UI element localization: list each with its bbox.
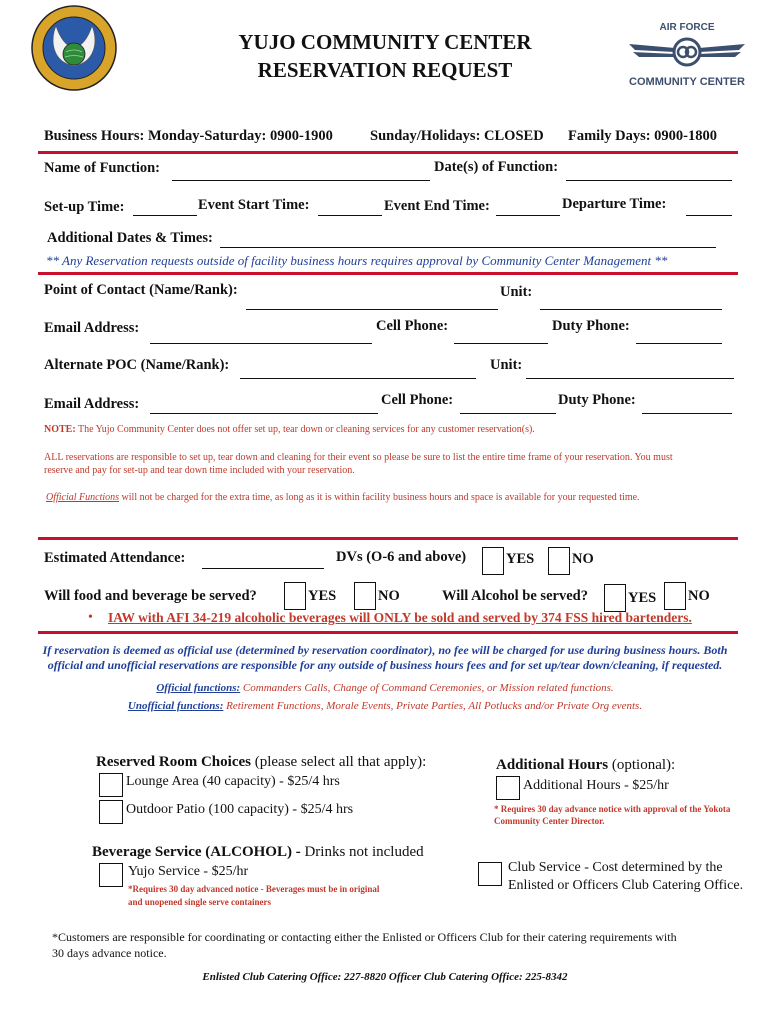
official-functions-note: [46, 492, 640, 503]
dvs-yes-checkbox[interactable]: [482, 547, 504, 575]
departure-time-label: Departure Time:: [562, 196, 667, 212]
official-functions-text: will not be charged for the extra time, as long as it is within facility business hours and space is available for your requested time.: [119, 492, 640, 503]
duty-phone-2-label: Duty Phone:: [558, 392, 636, 408]
setup-time-label: Set-up Time:: [44, 199, 125, 215]
logo-community-center-text: COMMUNITY CENTER: [629, 76, 745, 88]
beverage-service-heading: [92, 844, 424, 861]
email-2-label: Email Address:: [44, 396, 140, 412]
alcohol-question-label: Will Alcohol be served?: [442, 588, 588, 604]
lounge-option-label: Lounge Area (40 capacity) - $25/4 hrs: [126, 774, 340, 789]
additional-hours-heading-bold: Additional Hours: [496, 757, 609, 773]
customers-note-line-2: 30 days advance notice.: [52, 946, 167, 960]
email-label: Email Address:: [44, 320, 140, 336]
official-functions-examples-label: Official functions:: [156, 682, 241, 694]
club-service-line-1: Club Service - Cost determined by the: [508, 860, 723, 875]
unit-2-field[interactable]: [526, 378, 734, 379]
divider-red-1: [38, 151, 738, 154]
setup-time-field[interactable]: [133, 215, 197, 216]
logo-air-force-text: AIR FORCE: [659, 22, 715, 33]
alcohol-no-checkbox[interactable]: [664, 582, 686, 610]
food-yes-checkbox[interactable]: [284, 582, 306, 610]
duty-phone-2-field[interactable]: [642, 413, 732, 414]
air-force-community-center-logo: [622, 22, 752, 94]
title-line-2: RESERVATION REQUEST: [257, 58, 513, 82]
reserved-room-heading: [96, 754, 426, 771]
sunday-hours: Sunday/Holidays: CLOSED: [370, 128, 544, 144]
duty-phone-field[interactable]: [636, 343, 722, 344]
dvs-no-label: NO: [572, 551, 594, 567]
note-line: [44, 424, 535, 435]
cell-phone-2-label: Cell Phone:: [381, 392, 454, 408]
additional-dates-field[interactable]: [220, 247, 716, 248]
email-field[interactable]: [150, 343, 372, 344]
estimated-attendance-field[interactable]: [202, 568, 324, 569]
note-text: The Yujo Community Center does not offer set up, tear down or cleaning services for any customer reservation(s).: [75, 424, 535, 435]
additional-hours-heading-rest: (optional):: [608, 757, 676, 773]
food-yes-label: YES: [308, 588, 337, 604]
unit-label: Unit:: [500, 284, 533, 300]
additional-hours-option-label: Additional Hours - $25/hr: [523, 778, 669, 793]
divider-red-2: [38, 272, 738, 275]
estimated-attendance-label: [44, 550, 185, 567]
alternate-poc-label: Alternate POC (Name/Rank):: [44, 357, 230, 373]
note-label: NOTE:: [44, 424, 76, 435]
all-reservations-line-1: ALL reservations are responsible to set up, tear down and cleaning for their event so please be sure to list the entire time frame of your reservation. You must: [44, 452, 673, 463]
food-no-checkbox[interactable]: [354, 582, 376, 610]
reserved-room-heading-rest: (please select all that apply):: [250, 754, 427, 770]
cell-phone-label: Cell Phone:: [376, 318, 449, 334]
event-end-time-field[interactable]: [496, 215, 560, 216]
dvs-yes-label: YES: [506, 551, 535, 567]
cell-phone-2-field[interactable]: [460, 413, 556, 414]
unit-field[interactable]: [540, 309, 722, 310]
patio-checkbox[interactable]: [99, 800, 123, 824]
name-of-function-label: Name of Function:: [44, 160, 160, 176]
official-functions-examples-text: Commanders Calls, Change of Command Ceremonies, or Mission related functions.: [240, 682, 614, 694]
dvs-label: DVs (O-6 and above): [336, 549, 467, 565]
official-functions-label: Official Functions: [46, 492, 120, 503]
event-end-time-label: Event End Time:: [384, 198, 490, 214]
cell-phone-field[interactable]: [454, 343, 548, 344]
patio-option-label: Outdoor Patio (100 capacity) - $25/4 hrs: [126, 802, 354, 817]
catering-offices: Enlisted Club Catering Office: 227-8820 Officer Club Catering Office: 225-8342: [202, 971, 568, 983]
additional-hours-note-2: Community Center Director.: [494, 816, 605, 826]
unofficial-functions-examples-text: Retirement Functions, Morale Events, Private Parties, All Potlucks and/or Private Org events.: [223, 700, 643, 712]
event-start-time-field[interactable]: [318, 215, 382, 216]
beverage-service-heading-bold: Beverage Service (ALCOHOL) -: [92, 844, 301, 860]
dates-of-function-label: Date(s) of Function:: [434, 159, 559, 175]
club-service-checkbox[interactable]: [478, 862, 502, 886]
additional-hours-heading: [496, 757, 675, 774]
dates-of-function-field[interactable]: [566, 180, 732, 181]
alcohol-yes-label: YES: [628, 590, 657, 606]
yujo-service-option-label: Yujo Service - $25/hr: [128, 864, 249, 879]
bullet-icon: •: [88, 610, 93, 625]
name-of-function-field[interactable]: [172, 180, 430, 181]
title-line-1: YUJO COMMUNITY CENTER: [238, 30, 532, 54]
beverage-note-1: *Requires 30 day advanced notice - Beverages must be in original: [128, 884, 380, 894]
additional-hours-note-1: * Requires 30 day advance notice with approval of the Yokota: [494, 804, 731, 814]
beverage-service-heading-rest: Drinks not included: [300, 844, 424, 860]
duty-phone-label: Duty Phone:: [552, 318, 630, 334]
reserved-room-heading-bold: Reserved Room Choices: [96, 754, 251, 770]
business-hours: Business Hours: Monday-Saturday: 0900-1900: [44, 128, 333, 144]
official-use-line-2: official and unofficial reservations are responsible for any outside of business hours fees and for set up/tear down/cleaning, if requested.: [47, 658, 723, 672]
event-start-time-label: Event Start Time:: [198, 197, 310, 213]
alternate-poc-field[interactable]: [240, 378, 476, 379]
divider-red-4: [38, 631, 738, 634]
unofficial-functions-examples: [0, 700, 770, 712]
official-functions-examples: [0, 682, 770, 694]
estimated-attendance-text: Estimated Attendance:: [44, 550, 186, 566]
alcohol-no-label: NO: [688, 588, 710, 604]
bartenders-note: IAW with AFI 34-219 alcoholic beverages will ONLY be sold and served by 374 FSS hired bartenders.: [108, 610, 692, 625]
alcohol-yes-checkbox[interactable]: [604, 584, 626, 612]
unit-2-label: Unit:: [490, 357, 523, 373]
lounge-checkbox[interactable]: [99, 773, 123, 797]
additional-hours-checkbox[interactable]: [496, 776, 520, 800]
food-question-label: Will food and beverage be served?: [44, 588, 257, 604]
all-reservations-line-2: reserve and pay for set-up and tear down time included with your reservation.: [44, 465, 355, 476]
approval-note: ** Any Reservation requests outside of facility business hours requires approval by Community Center Management **: [46, 253, 668, 268]
logo-wings-icon: [627, 34, 747, 70]
official-use-line-1: If reservation is deemed as official use (determined by reservation coordinator), no fee will be charged for use during business hours. Both: [42, 643, 728, 657]
departure-time-field[interactable]: [686, 215, 732, 216]
divider-red-3: [38, 537, 738, 540]
family-days-hours: Family Days: 0900-1800: [568, 128, 718, 144]
unofficial-functions-examples-label: Unofficial functions:: [127, 700, 224, 712]
food-no-label: NO: [378, 588, 400, 604]
beverage-note-2: and unopened single serve containers: [128, 897, 272, 907]
email-2-field[interactable]: [150, 413, 378, 414]
yujo-service-checkbox[interactable]: [99, 863, 123, 887]
poc-label: Point of Contact (Name/Rank):: [44, 282, 238, 298]
dvs-no-checkbox[interactable]: [548, 547, 570, 575]
customers-note-line-1: *Customers are responsible for coordinating or contacting either the Enlisted or Officers Club for their catering requirements with: [52, 930, 677, 944]
club-service-line-2: Enlisted or Officers Club Catering Office.: [508, 878, 744, 893]
poc-field[interactable]: [246, 309, 498, 310]
additional-dates-label: Additional Dates & Times:: [47, 230, 213, 246]
